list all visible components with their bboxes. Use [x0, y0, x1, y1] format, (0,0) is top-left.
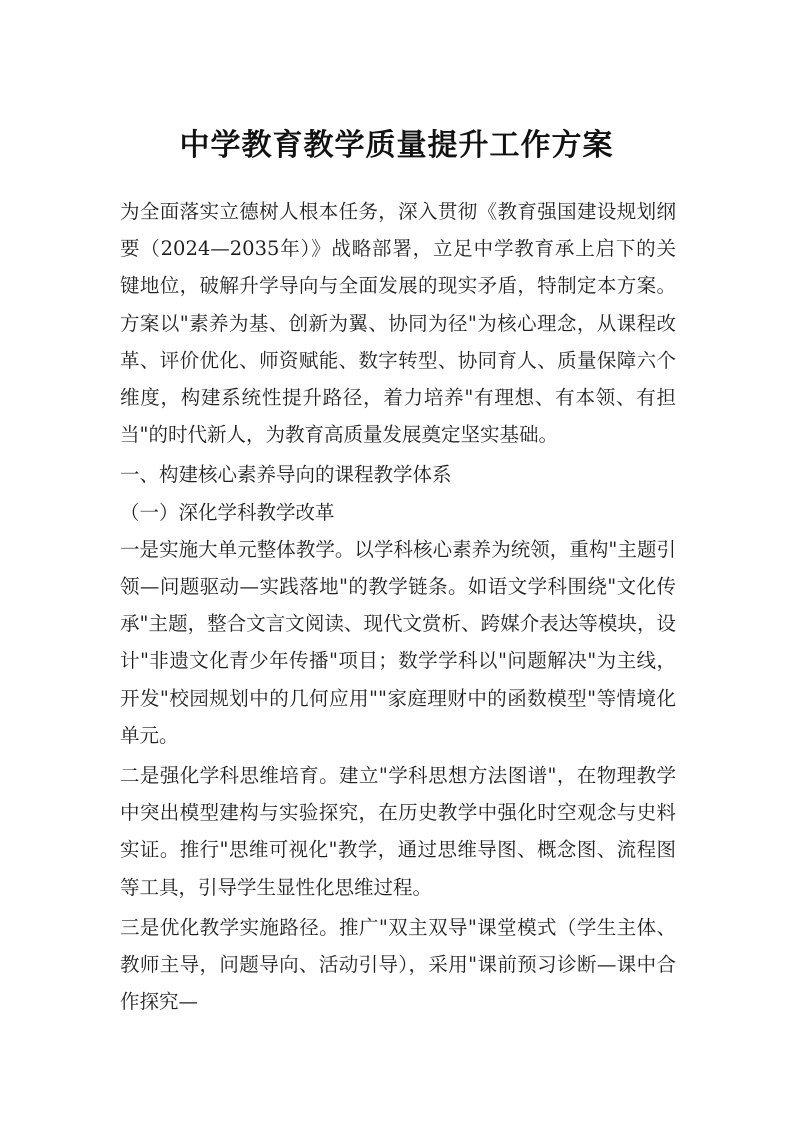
body-paragraph-2: 二是强化学科思维培育。建立"学科思想方法图谱"，在物理教学中突出模型建构与实验探究，在历史教学中强化时空观念与史料实证。推行"思维可视化"教学，通过思维导图、概念图、流程图等工具，引导学生显性化思维过程。	[120, 764, 676, 899]
document-title: 中学教育教学质量提升工作方案	[179, 128, 614, 163]
body-paragraph-1: 一是实施大单元整体教学。以学科核心素养为统领，重构"主题引领—问题驱动—实践落地"的教学链条。如语文学科围绕"文化传承"主题，整合文言文阅读、现代文赏析、跨媒介表达等模块，设计"非遗文化青少年传播"项目；数学学科以"问题解决"为主线，开发"校园规划中的几何应用""家庭理财中的函数模型"等情境化单元。	[120, 537, 676, 747]
subsection-heading-1: （一）深化学科教学改革	[120, 500, 335, 524]
document-body	[120, 193, 676, 1023]
section-heading-1: 一、构建核心素养导向的课程教学体系	[120, 463, 452, 487]
body-paragraph-3: 三是优化教学实施路径。推广"双主双导"课堂模式（学生主体、教师主导，问题导向、活动引导），采用"课前预习诊断—课中合作探究—	[120, 915, 676, 1014]
intro-paragraph: 为全面落实立德树人根本任务，深入贯彻《教育强国建设规划纲要（2024—2035年）》战略部署，立足中学教育承上启下的关键地位，破解升学导向与全面发展的现实矛盾，特制定本方案。方案以"素养为基、创新为翼、协同为径"为核心理念，从课程改革、评价优化、师资赋能、数字转型、协同育人、质量保障六个维度，构建系统性提升路径，着力培养"有理想、有本领、有担当"的时代新人，为教育高质量发展奠定坚实基础。	[120, 200, 676, 447]
